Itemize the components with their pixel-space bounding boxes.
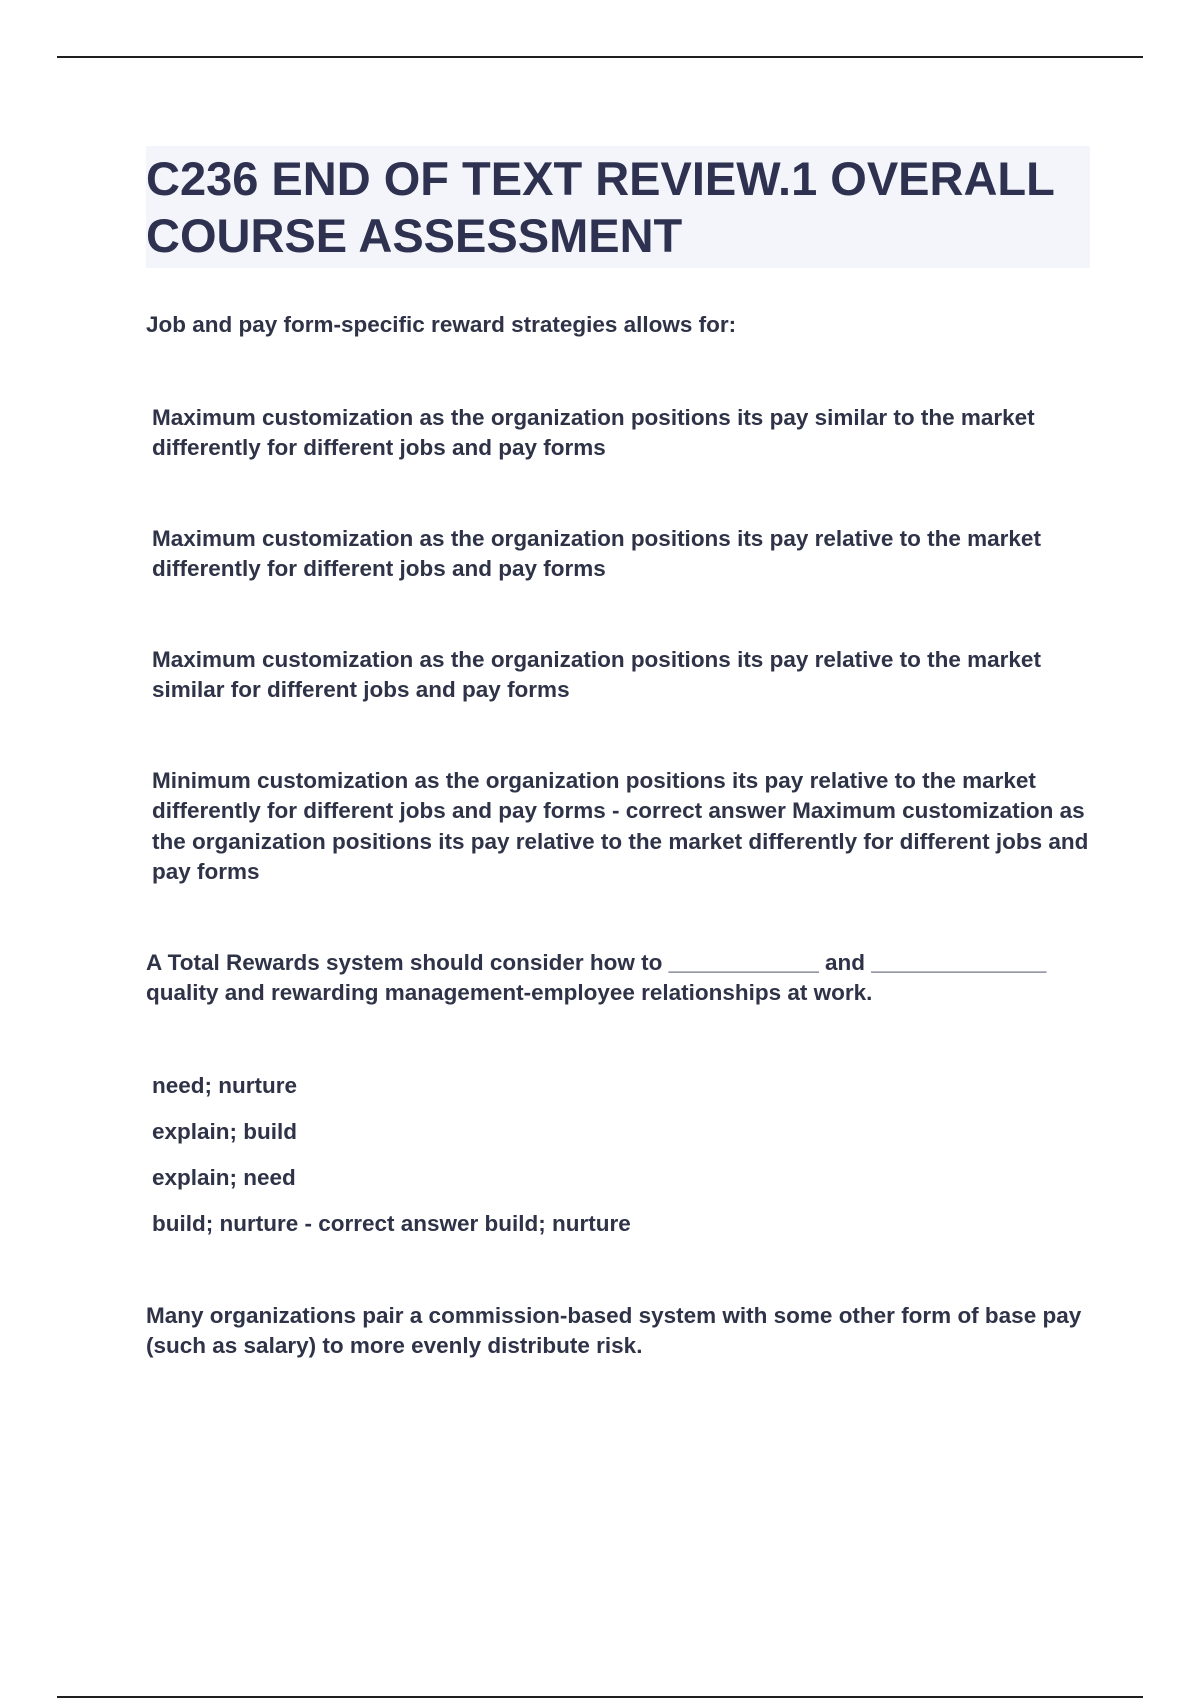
question-1-option-2: Maximum customization as the organization positions its pay relative to the market differently for different jobs and pay forms: [152, 525, 1041, 581]
question-2-option-1: need; nurture: [152, 1072, 298, 1098]
question-2-option-4: build; nurture - correct answer build; nurture: [152, 1210, 631, 1236]
question-1-option-4: Minimum customization as the organization positions its pay relative to the market differently for different jobs and pay forms - correct answer Maximum customization as the organization positions its pay relative to the market differently for different jobs and pay forms: [152, 767, 1089, 884]
question-2-prompt: A Total Rewards system should consider how to ____________ and ______________ quality and rewarding management-employee relationships at work.: [146, 949, 1047, 1005]
question-1-option-1: Maximum customization as the organization positions its pay similar to the market differently for different jobs and pay forms: [152, 404, 1035, 460]
question-1-prompt: Job and pay form-specific reward strategies allows for:: [146, 312, 737, 337]
question-1-option-3: Maximum customization as the organization positions its pay relative to the market similar for different jobs and pay forms: [152, 646, 1041, 702]
top-rule: [57, 56, 1143, 58]
question-3-prompt: Many organizations pair a commission-based system with some other form of base pay (such as salary) to more evenly distribute risk.: [146, 1302, 1082, 1358]
document-title: C236 END OF TEXT REVIEW.1 OVERALL COURSE ASSESSMENT: [146, 152, 1054, 262]
title-block: [146, 146, 1090, 268]
question-2-option-3: explain; need: [152, 1164, 296, 1190]
question-2-option-2: explain; build: [152, 1118, 298, 1144]
bottom-rule: [57, 1696, 1143, 1698]
document-content: [146, 146, 1090, 1362]
